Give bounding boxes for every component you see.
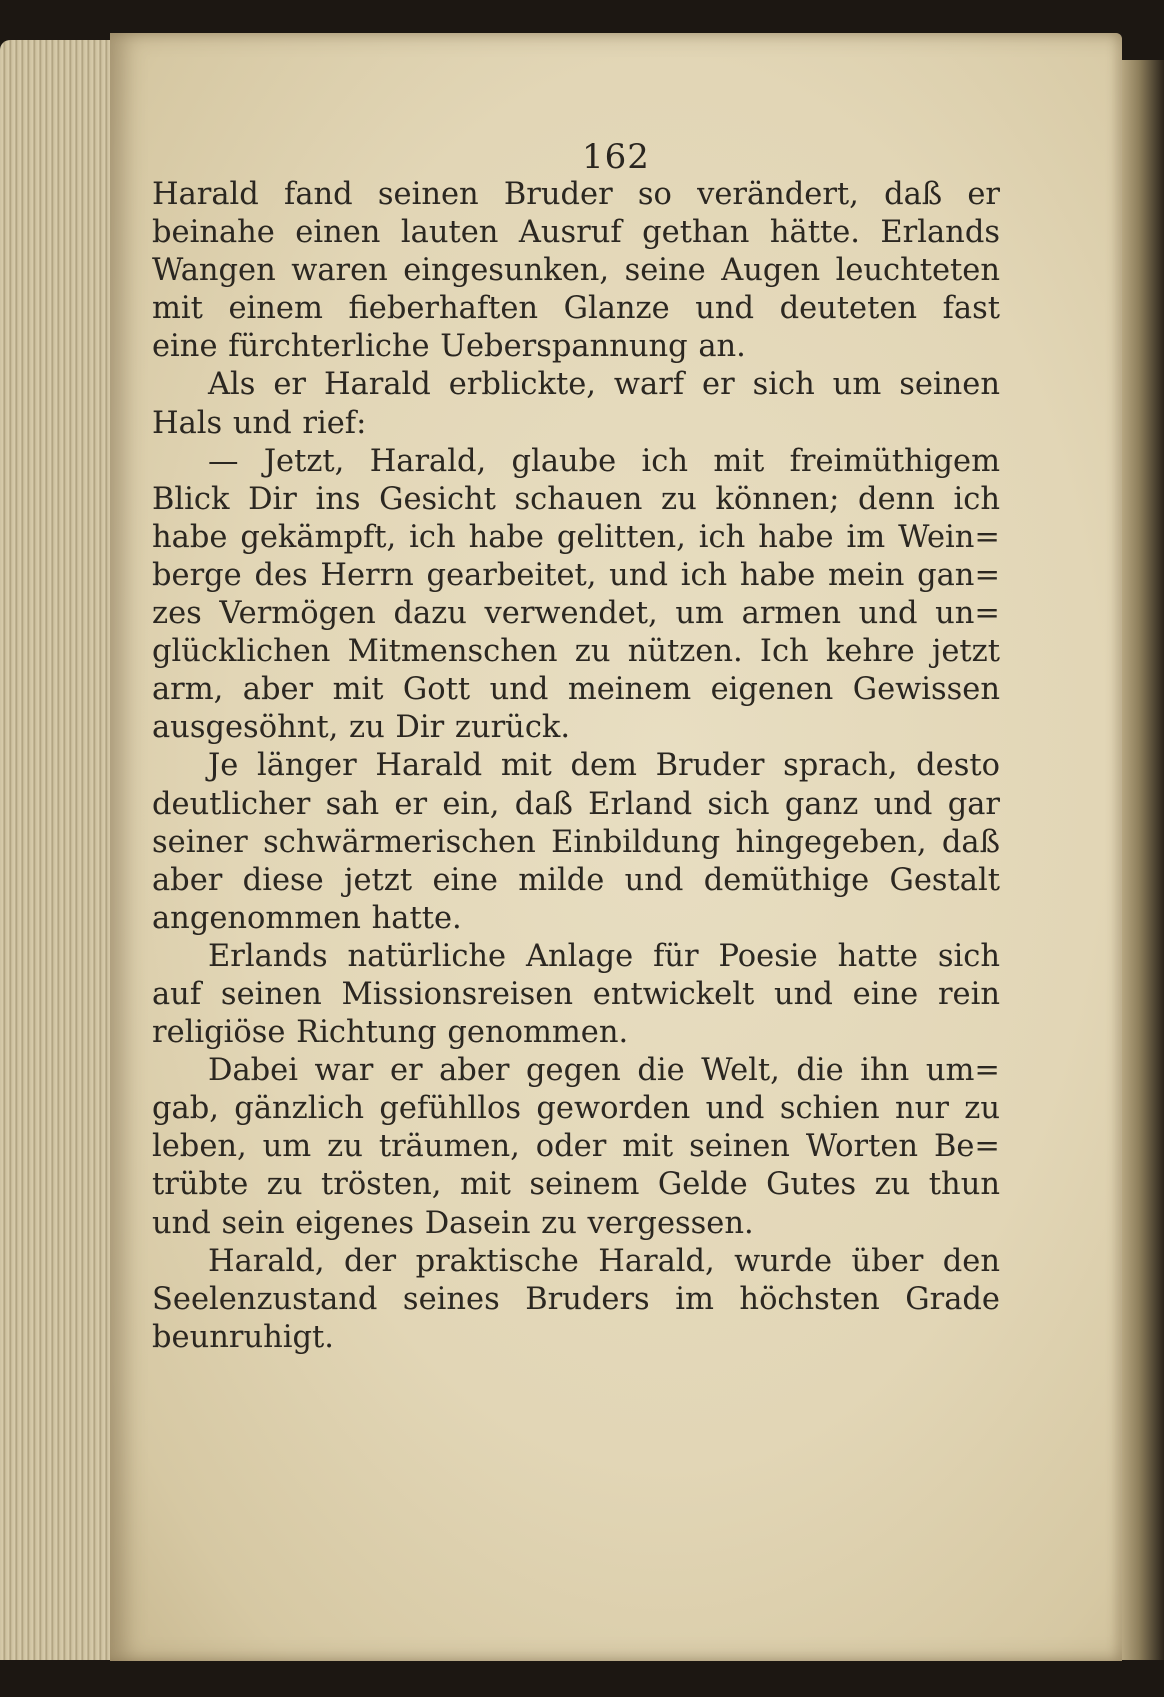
- text-line: Dabei war er aber gegen die Welt, die ihn um=: [208, 1053, 1000, 1089]
- text-line: und sein eigenes Dasein zu vergessen.: [152, 1205, 754, 1241]
- text-line: Hals und rief:: [152, 405, 367, 441]
- text-line: zes Vermögen dazu verwendet, um armen und un=: [152, 596, 1000, 632]
- text-line: berge des Herrn gearbeitet, und ich habe mein gan=: [152, 557, 1000, 593]
- text-line: Je länger Harald mit dem Bruder sprach, desto: [208, 748, 1000, 784]
- text-line: Blick Dir ins Gesicht schauen zu können; denn ich: [152, 481, 1000, 517]
- text-line: Harald fand seinen Bruder so verändert, daß er: [152, 177, 1000, 212]
- text-line: aber diese jetzt eine milde und demüthige Gestalt: [152, 862, 1000, 898]
- text-line: gab, gänzlich gefühllos geworden und schien nur zu: [152, 1091, 1000, 1127]
- text-line: seiner schwärmerischen Einbildung hingegeben, daß: [152, 824, 1000, 860]
- text-line: deutlicher sah er ein, daß Erland sich ganz und gar: [152, 786, 1000, 822]
- text-line: Harald, der praktische Harald, wurde über den: [208, 1243, 1000, 1279]
- text-line: angenommen hatte.: [152, 900, 462, 936]
- text-line: arm, aber mit Gott und meinem eigenen Gewissen: [152, 672, 1000, 708]
- text-line: habe gekämpft, ich habe gelitten, ich habe im Wein=: [152, 519, 1000, 555]
- text-line: religiöse Richtung genommen.: [152, 1015, 629, 1051]
- text-line: eine fürchterliche Ueberspannung an.: [152, 329, 746, 365]
- text-line: beunruhigt.: [152, 1319, 334, 1355]
- body-text: [152, 176, 1000, 1357]
- text-line: auf seinen Missionsreisen entwickelt und eine rein: [152, 976, 1000, 1012]
- text-line: leben, um zu träumen, oder mit seinen Worten Be=: [152, 1129, 1000, 1165]
- page-number: 162: [582, 137, 650, 177]
- text-line: Erlands natürliche Anlage für Poesie hatte sich: [208, 938, 1000, 974]
- text-line: trübte zu trösten, mit seinem Gelde Gutes zu thun: [152, 1167, 1000, 1203]
- text-line: ausgesöhnt, zu Dir zurück.: [152, 710, 571, 746]
- text-line: Wangen waren eingesunken, seine Augen leuchteten: [152, 253, 1000, 289]
- text-line: mit einem fieberhaften Glanze und deuteten fast: [152, 291, 1000, 327]
- text-line: glücklichen Mitmenschen zu nützen. Ich kehre jetzt: [152, 634, 1000, 670]
- facing-page-edge: [1122, 60, 1164, 1660]
- text-line: beinahe einen lauten Ausruf gethan hätte. Erlands: [152, 215, 1000, 251]
- text-line: Als er Harald erblickte, warf er sich um seinen: [208, 367, 1000, 403]
- stacked-page-edges: [0, 40, 120, 1660]
- text-line: Seelenzustand seines Bruders im höchsten Grade: [152, 1281, 1000, 1317]
- text-line: — Jetzt, Harald, glaube ich mit freimüthigem: [208, 443, 1000, 479]
